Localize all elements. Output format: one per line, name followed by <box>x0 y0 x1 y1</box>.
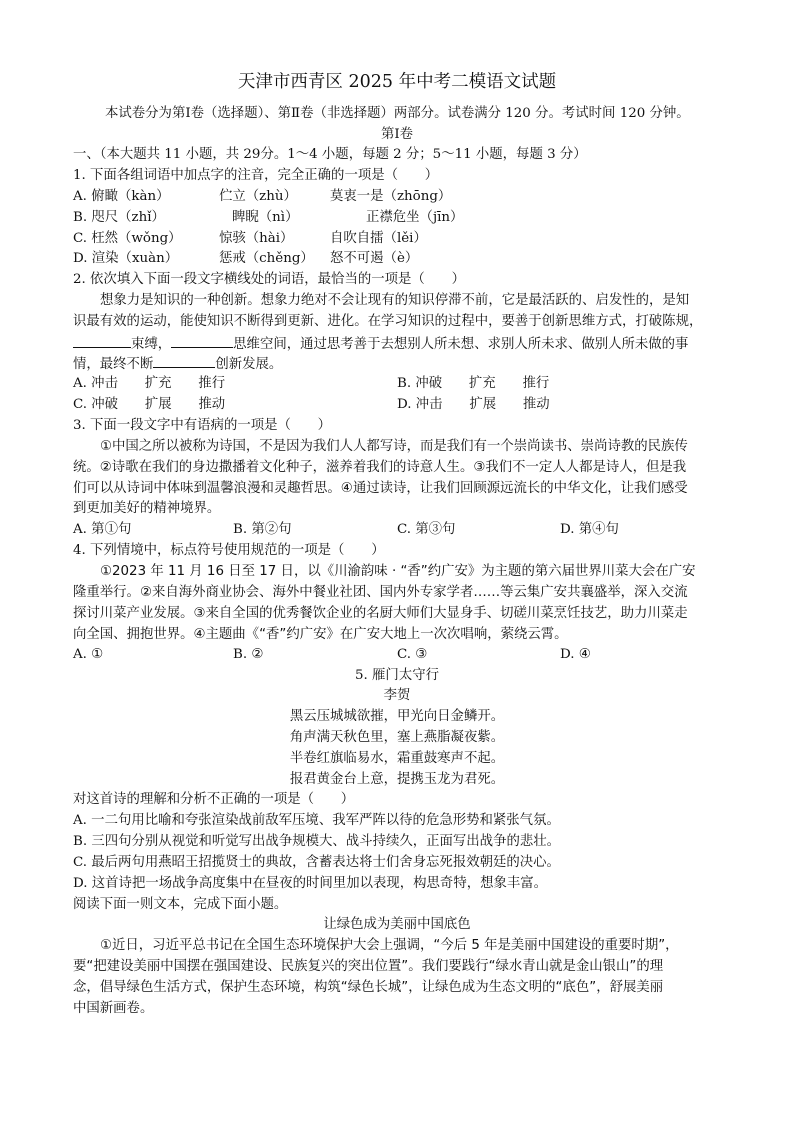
q2-passage-line: 识最有效的运动，能使知识不断得到更新、进化。在学习知识的过程中，要善于创新思维方式，打破陈规， <box>73 314 703 329</box>
q1-option-b-3: 正襟危坐（jīn） <box>366 210 464 225</box>
q3-passage-line: ①中国之所以被称为诗国，不是因为我们人人都写诗，而是我们有一个崇尚读书、崇尚诗教的民族传 <box>100 439 688 454</box>
q3-option-a: A. 第①句 <box>73 522 132 537</box>
q5-stem: 对这首诗的理解和分析不正确的一项是（ ） <box>73 792 355 807</box>
q5-option-a: A. 一二句用比喻和夸张渲染战前敌军压境、我军严阵以待的危急形势和紧张气氛。 <box>73 813 560 828</box>
fill-blank <box>73 333 131 348</box>
q3-option-b: B. 第②句 <box>233 522 292 537</box>
q2-stem: 2. 依次填入下面一段文字横线处的词语，最恰当的一项是（ ） <box>73 272 465 287</box>
q4-option-d: D. ④ <box>560 647 591 662</box>
q2-passage-text: 束缚， <box>131 337 172 352</box>
reading-title: 让绿色成为美丽中国底色 <box>323 917 471 932</box>
q4-option-c: C. ③ <box>397 647 428 662</box>
q2-passage-text: 创新发展。 <box>215 357 283 372</box>
q3-option-d: D. 第④句 <box>560 522 619 537</box>
q1-option-c-1: C. 枉然（wǒng） <box>73 231 182 246</box>
q4-passage-line: 探讨川菜产业发展。③来自全国的优秀餐饮企业的名厨大师们大显身手、切磋川菜烹饪技艺，助力川菜走 <box>73 606 688 621</box>
q1-option-d-2: 惩戒（chěng） <box>219 251 314 266</box>
q1-option-b-2: 睥睨（nì） <box>232 210 299 225</box>
q4-stem: 4. 下列情境中，标点符号使用规范的一项是（ ） <box>73 543 385 558</box>
fill-blank <box>171 333 233 348</box>
poem-title: 5. 雁门太守行 <box>355 668 439 683</box>
reading-paragraph-line: 念，倡导绿色生活方式，保护生态环境，构筑“绿色长城”，让绿色成为生态文明的“底色”，舒展美丽 <box>73 980 664 995</box>
q3-passage-line: 统。②诗歌在我们的身边撒播着文化种子，滋养着我们的诗意人生。③我们不一定人人都是诗人，但是我 <box>73 460 687 475</box>
q2-passage-line: 想象力是知识的一种创新。想象力绝对不会让现有的知识停滞不前，它是最活跃的、启发性的，是知 <box>100 293 690 308</box>
q1-option-d-3: 怒不可遏（è） <box>330 251 419 266</box>
section-heading: 一、（本大题共 11 小题，共 29分。1～4 小题，每题 2 分；5～11 小题，每题 3 分） <box>73 147 587 162</box>
q2-passage-text: 情，最终不断 <box>73 357 154 372</box>
q1-stem: 1. 下面各组词语中加点字的注音，完全正确的一项是（ ） <box>73 168 439 183</box>
poem-author: 李贺 <box>383 688 411 703</box>
q2-passage-text: 思维空间，通过思考善于去想别人所未想、求别人所未求、做别人所未做的事 <box>233 337 689 352</box>
fill-blank <box>153 353 215 368</box>
q1-option-a-1: A. 俯瞰（kàn） <box>73 189 170 204</box>
q1-option-b-1: B. 咫尺（zhǐ） <box>73 210 165 225</box>
reading-paragraph-line: 中国新画卷。 <box>73 1001 154 1016</box>
poem-line: 黑云压城城欲摧，甲光向日金鳞开。 <box>289 709 505 724</box>
q5-option-d: D. 这首诗把一场战争高度集中在昼夜的时间里加以表现，构思奇特，想象丰富。 <box>73 876 548 891</box>
reading-instructions: 阅读下面一则文本，完成下面小题。 <box>73 897 288 912</box>
q2-option-b: B. 冲破 扩充 推行 <box>397 376 550 391</box>
q2-option-c: C. 冲破 扩展 推动 <box>73 397 226 412</box>
q1-option-c-3: 自吹自擂（lěi） <box>330 231 427 246</box>
q4-passage-line: 向全国、拥抱世界。④主题曲《“香”约广安》在广安大地上一次次唱响，萦绕云霄。 <box>73 627 568 642</box>
q3-stem: 3. 下面一段文字中有语病的一项是（ ） <box>73 418 332 433</box>
q3-passage-line: 们可以从诗词中体味到温馨浪漫和灵趣哲思。④通过读诗，让我们回顾源远流长的中华文化，让我们感受 <box>73 481 688 496</box>
q1-option-c-2: 惊骇（hài） <box>219 231 294 246</box>
q5-option-b: B. 三四句分别从视觉和听觉写出战争规模大、战斗持续久，正面写出战争的悲壮。 <box>73 834 561 849</box>
reading-paragraph-line: ①近日，习近平总书记在全国生态环境保护大会上强调，“今后 5 年是美丽中国建设的重要时期”， <box>100 938 679 953</box>
poem-line: 报君黄金台上意，提携玉龙为君死。 <box>289 772 505 787</box>
reading-paragraph-line: 要“把建设美丽中国摆在强国建设、民族复兴的突出位置”。我们要践行“绿水青山就是金山银山”的理 <box>73 959 664 974</box>
q5-option-c: C. 最后两句用燕昭王招揽贤士的典故，含蓄表达将士们舍身忘死报效朝廷的决心。 <box>73 855 560 870</box>
poem-line: 角声满天秋色里，塞上燕脂凝夜紫。 <box>289 730 505 745</box>
q4-option-b: B. ② <box>233 647 264 662</box>
poem-line: 半卷红旗临易水，霜重鼓寒声不起。 <box>289 751 505 766</box>
q2-option-d: D. 冲击 扩展 推动 <box>397 397 550 412</box>
q2-option-a: A. 冲击 扩充 推行 <box>73 376 226 391</box>
volume-heading: 第Ⅰ卷 <box>380 127 414 142</box>
exam-title: 天津市西青区 2025 年中考二模语文试题 <box>237 72 557 92</box>
q1-option-a-2: 伫立（zhù） <box>219 189 297 204</box>
q1-option-a-3: 莫衷一是（zhōng） <box>330 189 452 204</box>
q2-passage-line <box>73 353 282 375</box>
q1-option-d-1: D. 渲染（xuàn） <box>73 251 179 266</box>
q4-passage-line: 隆重举行。②来自海外商业协会、海外中餐业社团、国内外专家学者……等云集广安共襄盛举，深入交流 <box>73 585 688 600</box>
exam-intro: 本试卷分为第Ⅰ卷（选择题）、第Ⅱ卷（非选择题）两部分。试卷满分 120 分。考试时间 120 分钟。 <box>105 106 690 121</box>
q4-option-a: A. ① <box>73 647 104 662</box>
q3-passage-line: 到更加美好的精神境界。 <box>73 501 221 516</box>
q2-passage-line <box>73 333 688 355</box>
q3-option-c: C. 第③句 <box>397 522 456 537</box>
q4-passage-line: ①2023 年 11 月 16 日至 17 日，以《川渝韵味 · “香”约广安》为主题的第六届世界川菜大会在广安 <box>100 564 696 579</box>
